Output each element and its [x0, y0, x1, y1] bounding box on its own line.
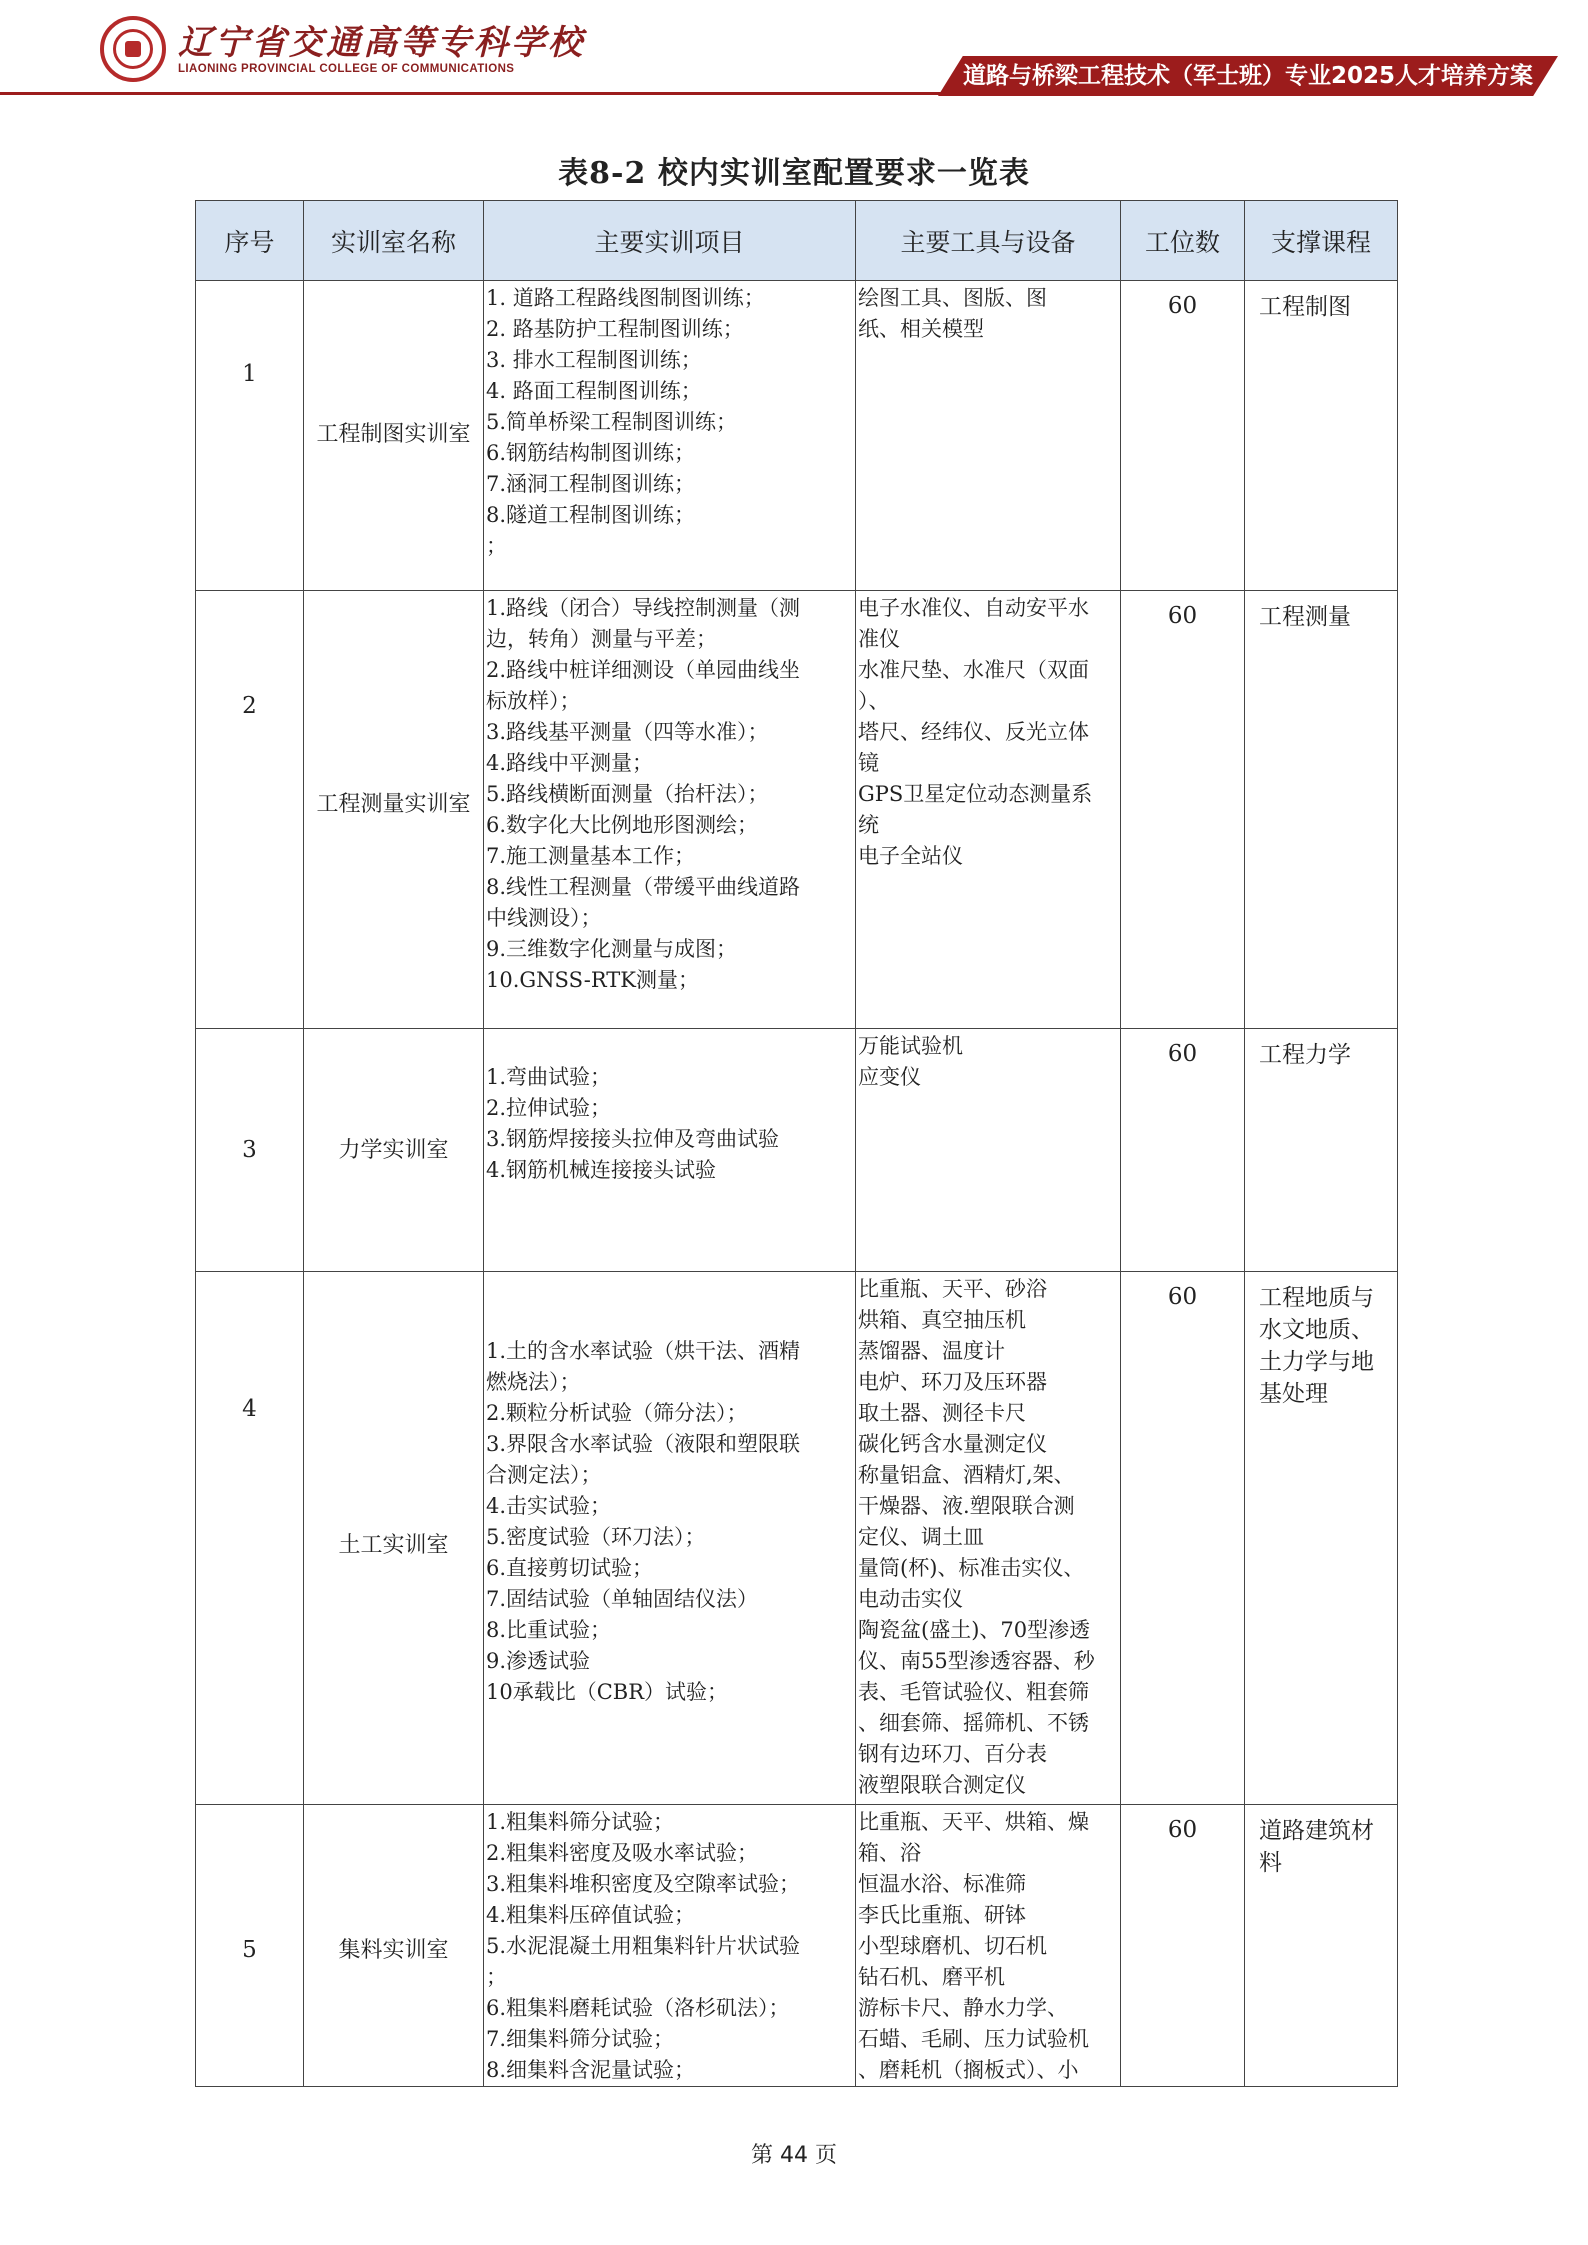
- item-line: 5.路线横断面测量（抬杆法）；: [486, 782, 769, 806]
- item-line: 1.粗集料筛分试验；: [486, 1810, 675, 1834]
- item-line: 5.水泥混凝土用粗集料针片状试验: [486, 1934, 801, 1958]
- row-tools: [856, 281, 1121, 591]
- row-seq: 1: [196, 281, 304, 591]
- item-line: 9.渗透试验: [486, 1649, 591, 1673]
- item-line: 4.钢筋机械连接接头试验: [486, 1158, 717, 1182]
- item-line: 10.GNSS-RTK测量；: [486, 968, 699, 992]
- page-header: [0, 0, 1588, 100]
- row-items: [484, 1272, 856, 1805]
- item-line: 燃烧法）；: [486, 1370, 581, 1394]
- school-seal-icon: [100, 16, 166, 82]
- tool-line: 石蜡、毛刷、压力试验机: [858, 2027, 1089, 2051]
- item-line: 2.颗粒分析试验（筛分法）；: [486, 1401, 748, 1425]
- tool-line: 烘箱、真空抽压机: [858, 1308, 1026, 1332]
- row-tools: [856, 591, 1121, 1029]
- course-line: 基处理: [1259, 1381, 1328, 1407]
- tool-line: 万能试验机: [858, 1034, 963, 1058]
- header-course: 支撑课程: [1245, 201, 1398, 281]
- item-line: 5.密度试验（环刀法）；: [486, 1525, 706, 1549]
- item-line: ；: [486, 1965, 507, 1989]
- row-workstations: 60: [1121, 281, 1245, 591]
- item-line: 3.钢筋焊接接头拉伸及弯曲试验: [486, 1127, 780, 1151]
- item-line: 4.粗集料压碎值试验；: [486, 1903, 696, 1927]
- item-line: 3.路线基平测量（四等水准）；: [486, 720, 769, 744]
- item-line: 4.路线中平测量；: [486, 751, 654, 775]
- tool-line: 表、毛管试验仪、粗套筛: [858, 1680, 1089, 1704]
- table-row: [196, 591, 1398, 1029]
- course-line: 道路建筑材: [1259, 1818, 1374, 1844]
- header-rule: [0, 92, 1000, 95]
- header-seq: 序号: [196, 201, 304, 281]
- tool-line: 塔尺、经纬仪、反光立体: [858, 720, 1089, 744]
- row-course: [1245, 1272, 1398, 1805]
- tool-line: 镜: [858, 751, 879, 775]
- row-workstations: 60: [1121, 1272, 1245, 1805]
- tool-line: 恒温水浴、标准筛: [858, 1872, 1026, 1896]
- row-items: [484, 1029, 856, 1272]
- school-logo: [100, 16, 585, 82]
- item-line: [486, 1305, 853, 1336]
- item-line: 7.施工测量基本工作；: [486, 844, 696, 868]
- table-row: [196, 1029, 1398, 1272]
- tool-line: 干燥器、液.塑限联合测: [858, 1494, 1075, 1518]
- item-line: 6.粗集料磨耗试验（洛杉矶法）；: [486, 1996, 790, 2020]
- item-line: 3.界限含水率试验（液限和塑限联: [486, 1432, 801, 1456]
- tool-line: 应变仪: [858, 1065, 921, 1089]
- item-line: 1.路线（闭合）导线控制测量（测: [486, 596, 801, 620]
- row-tools: [856, 1029, 1121, 1272]
- item-line: 7.固结试验（单轴固结仪法）: [486, 1587, 759, 1611]
- item-line: 2. 路基防护工程制图训练；: [486, 317, 744, 341]
- table-row: [196, 1272, 1398, 1805]
- tool-line: 量筒(杯)、标准击实仪、: [858, 1556, 1085, 1580]
- row-seq: 4: [196, 1272, 304, 1805]
- row-course: [1245, 1029, 1398, 1272]
- row-seq: 3: [196, 1029, 304, 1272]
- row-course: [1245, 591, 1398, 1029]
- tool-line: 定仪、调土皿: [858, 1525, 984, 1549]
- tool-line: 比重瓶、天平、烘箱、燥: [858, 1810, 1089, 1834]
- row-room-name: 力学实训室: [304, 1029, 484, 1272]
- item-line: 8.线性工程测量（带缓平曲线道路: [486, 875, 801, 899]
- item-line: ；: [486, 534, 507, 558]
- item-line: 2.路线中桩详细测设（单园曲线坐: [486, 658, 801, 682]
- tool-line: GPS卫星定位动态测量系: [858, 782, 1093, 806]
- page-number: 第 44 页: [751, 2143, 837, 2168]
- header-items: 主要实训项目: [484, 201, 856, 281]
- item-line: 7.细集料筛分试验；: [486, 2027, 675, 2051]
- row-room-name: 土工实训室: [304, 1272, 484, 1805]
- tool-line: 李氏比重瓶、研钵: [858, 1903, 1026, 1927]
- item-line: 2.粗集料密度及吸水率试验；: [486, 1841, 759, 1865]
- item-line: 3. 排水工程制图训练；: [486, 348, 702, 372]
- tool-line: 小型球磨机、切石机: [858, 1934, 1047, 1958]
- tool-line: 绘图工具、图版、图: [858, 286, 1047, 310]
- row-tools: [856, 1272, 1121, 1805]
- tool-line: 比重瓶、天平、砂浴: [858, 1277, 1047, 1301]
- item-line: 3.粗集料堆积密度及空隙率试验；: [486, 1872, 801, 1896]
- table-row: [196, 281, 1398, 591]
- tool-line: 陶瓷盆(盛土)、70型渗透: [858, 1618, 1091, 1642]
- course-line: 工程制图: [1259, 294, 1351, 320]
- row-tools: [856, 1805, 1121, 2087]
- course-line: 工程地质与: [1259, 1285, 1374, 1311]
- tool-line: 准仪: [858, 627, 900, 651]
- item-line: 1. 道路工程路线图制图训练；: [486, 286, 765, 310]
- tool-line: 钢有边环刀、百分表: [858, 1742, 1047, 1766]
- item-line: 6.直接剪切试验；: [486, 1556, 654, 1580]
- tool-line: 水准尺垫、水准尺（双面: [858, 658, 1089, 682]
- course-line: 料: [1259, 1850, 1282, 1876]
- table-row: [196, 1805, 1398, 2087]
- tool-line: 统: [858, 813, 879, 837]
- row-seq: 5: [196, 1805, 304, 2087]
- item-line: 1.弯曲试验；: [486, 1065, 612, 1089]
- row-room-name: 集料实训室: [304, 1805, 484, 2087]
- row-room-name: 工程测量实训室: [304, 591, 484, 1029]
- row-workstations: 60: [1121, 1029, 1245, 1272]
- tool-line: 电炉、环刀及压环器: [858, 1370, 1047, 1394]
- tool-line: 电子全站仪: [858, 844, 963, 868]
- row-items: [484, 1805, 856, 2087]
- row-room-name: 工程制图实训室: [304, 281, 484, 591]
- row-seq: 2: [196, 591, 304, 1029]
- tool-line: 称量铝盒、酒精灯,架、: [858, 1463, 1075, 1487]
- item-line: 中线测设）；: [486, 906, 602, 930]
- header-room-name: 实训室名称: [304, 201, 484, 281]
- table-title: 表8-2 校内实训室配置要求一览表: [558, 156, 1030, 191]
- tool-line: 取土器、测径卡尺: [858, 1401, 1026, 1425]
- course-line: 工程力学: [1259, 1042, 1351, 1068]
- item-line: 5.简单桥梁工程制图训练；: [486, 410, 738, 434]
- item-line: 8.比重试验；: [486, 1618, 612, 1642]
- item-line: 标放样）；: [486, 689, 581, 713]
- school-name-cn: 辽宁省交通高等专科学校: [178, 23, 585, 63]
- tool-line: 、磨耗机（搁板式）、小: [858, 2058, 1079, 2082]
- item-line: 9.三维数字化测量与成图；: [486, 937, 738, 961]
- tool-line: 箱、浴: [858, 1841, 921, 1865]
- tool-line: ）、: [858, 689, 890, 713]
- row-course: [1245, 1805, 1398, 2087]
- tool-line: 电动击实仪: [858, 1587, 963, 1611]
- item-line: [486, 1031, 853, 1062]
- course-line: 工程测量: [1259, 604, 1351, 630]
- tool-line: 游标卡尺、静水力学、: [858, 1996, 1068, 2020]
- item-line: 7.涵洞工程制图训练；: [486, 472, 696, 496]
- tool-line: 碳化钙含水量测定仪: [858, 1432, 1047, 1456]
- item-line: 6.钢筋结构制图训练；: [486, 441, 696, 465]
- item-line: 6.数字化大比例地形图测绘；: [486, 813, 759, 837]
- row-workstations: 60: [1121, 591, 1245, 1029]
- item-line: 10承载比（CBR）试验；: [486, 1680, 729, 1704]
- row-workstations: 60: [1121, 1805, 1245, 2087]
- table-header-row: [196, 201, 1398, 281]
- item-line: 1.土的含水率试验（烘干法、酒精: [486, 1339, 801, 1363]
- course-line: 土力学与地: [1259, 1349, 1374, 1375]
- course-line: 水文地质、: [1259, 1317, 1374, 1343]
- item-line: 2.拉伸试验；: [486, 1096, 612, 1120]
- row-items: [484, 281, 856, 591]
- header-workstations: 工位数: [1121, 201, 1245, 281]
- item-line: 8.隧道工程制图训练；: [486, 503, 696, 527]
- tool-line: 仪、南55型渗透容器、秒: [858, 1649, 1095, 1673]
- item-line: 8.细集料含泥量试验；: [486, 2058, 696, 2082]
- program-banner: 道路与桥梁工程技术（军士班）专业2025人才培养方案: [962, 63, 1533, 89]
- item-line: 4.击实试验；: [486, 1494, 612, 1518]
- tool-line: 钻石机、磨平机: [858, 1965, 1005, 1989]
- tool-line: 电子水准仪、自动安平水: [858, 596, 1089, 620]
- school-name-en: LIAONING PROVINCIAL COLLEGE OF COMMUNICATIONS: [178, 63, 515, 75]
- tool-line: 、细套筛、摇筛机、不锈: [858, 1711, 1089, 1735]
- tool-line: 纸、相关模型: [858, 317, 984, 341]
- item-line: 边，转角）测量与平差；: [486, 627, 717, 651]
- item-line: [486, 1274, 853, 1305]
- tool-line: 蒸馏器、温度计: [858, 1339, 1005, 1363]
- row-items: [484, 591, 856, 1029]
- item-line: 合测定法）；: [486, 1463, 602, 1487]
- row-course: [1245, 281, 1398, 591]
- header-tools: 主要工具与设备: [856, 201, 1121, 281]
- item-line: 4. 路面工程制图训练；: [486, 379, 702, 403]
- training-room-table: [195, 200, 1398, 2087]
- tool-line: 液塑限联合测定仪: [858, 1773, 1026, 1797]
